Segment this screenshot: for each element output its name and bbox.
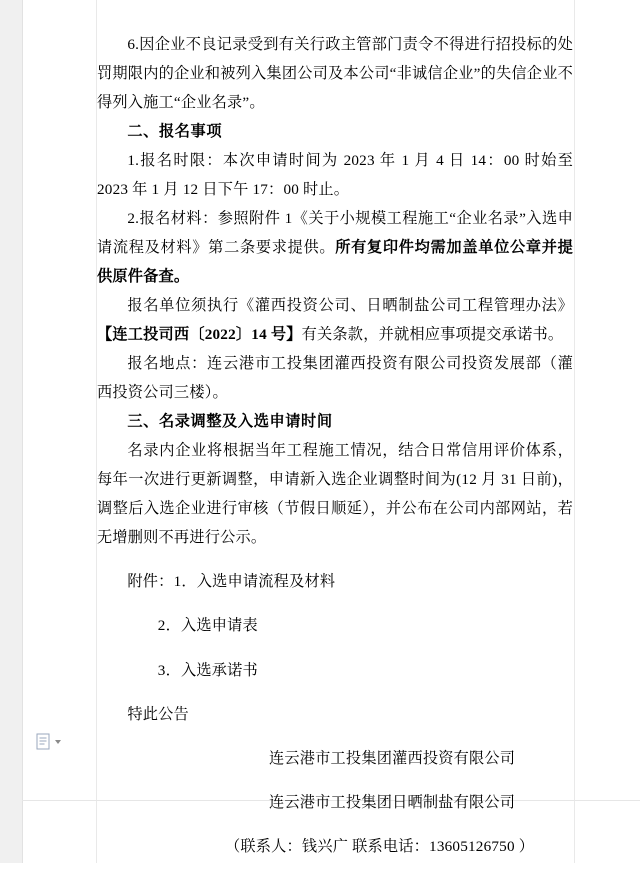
execution-plain-text-1: 报名单位须执行《灌西投资公司、日晒制盐公司工程管理办法》 [127, 297, 573, 314]
execution-document-number: 【连工投司西〔2022〕14 号】 [97, 326, 302, 343]
chevron-down-icon[interactable] [55, 740, 61, 744]
paragraph-item-deadline: 1.报名时限：本次申请时间为 2023 年 1 月 4 日 14：00 时始至 2023 年 1 月 12 日下午 17：00 时止。 [97, 152, 573, 198]
signature-company-2: 连云港市工投集团日晒制盐有限公司 [269, 794, 516, 812]
attachments-label: 附件： [127, 573, 174, 591]
right-margin-rule [574, 0, 575, 863]
heading-section-two: 二、报名事项 [127, 123, 223, 140]
materials-bold-text: 所有复印件均需加盖单位公章并提供原件备查。 [97, 239, 574, 285]
left-gutter [0, 0, 23, 863]
attachment-item-2-line: 2．入选申请表 [157, 617, 258, 635]
attachment-item-3-line: 3．入选承诺书 [157, 661, 258, 679]
paragraph-adjustment-body: 名录内企业将根据当年工程施工情况，结合日常信用评价体系，每年一次进行更新调整，申请新入选企业调整时间为(12 月 31 日前)，调整后入选企业进行审核（节假日顺延），并公布在公司内部网站，若无增删则不再进行公示。 [97, 442, 573, 546]
paragraph-registration-location: 报名地点：连云港市工投集团灌西投资有限公司投资发展部（灌西投资公司三楼）。 [97, 355, 573, 401]
paragraph-item-materials [97, 204, 573, 291]
document-icon [36, 733, 52, 751]
contact-line: （联系人：钱兴广 联系电话：13605126750 ） [225, 838, 535, 856]
heading-section-three: 三、名录调整及入选申请时间 [127, 413, 333, 430]
materials-plain-text: 2.报名材料：参照附件 1《关于小规模工程施工“企业名录”入选申请流程及材料》第二条要求提供。 [97, 210, 573, 256]
signature-company-1: 连云港市工投集团灌西投资有限公司 [269, 749, 516, 767]
notice-line: 特此公告 [127, 705, 189, 723]
paragraph-registration-execution [97, 291, 573, 349]
paragraph-clause-6: 6.因企业不良记录受到有关行政主管部门责令不得进行招投标的处罚期限内的企业和被列入集团公司及本公司“非诚信企业”的失信企业不得列入施工“企业名录”。 [97, 36, 573, 111]
attachment-item-1: 1．入选申请流程及材料 [173, 573, 336, 591]
document-body [97, 30, 573, 877]
attachments-line-1 [97, 567, 573, 596]
document-icon-control[interactable] [36, 732, 64, 752]
execution-plain-text-2: 有关条款，并就相应事项提交承诺书。 [301, 326, 564, 343]
